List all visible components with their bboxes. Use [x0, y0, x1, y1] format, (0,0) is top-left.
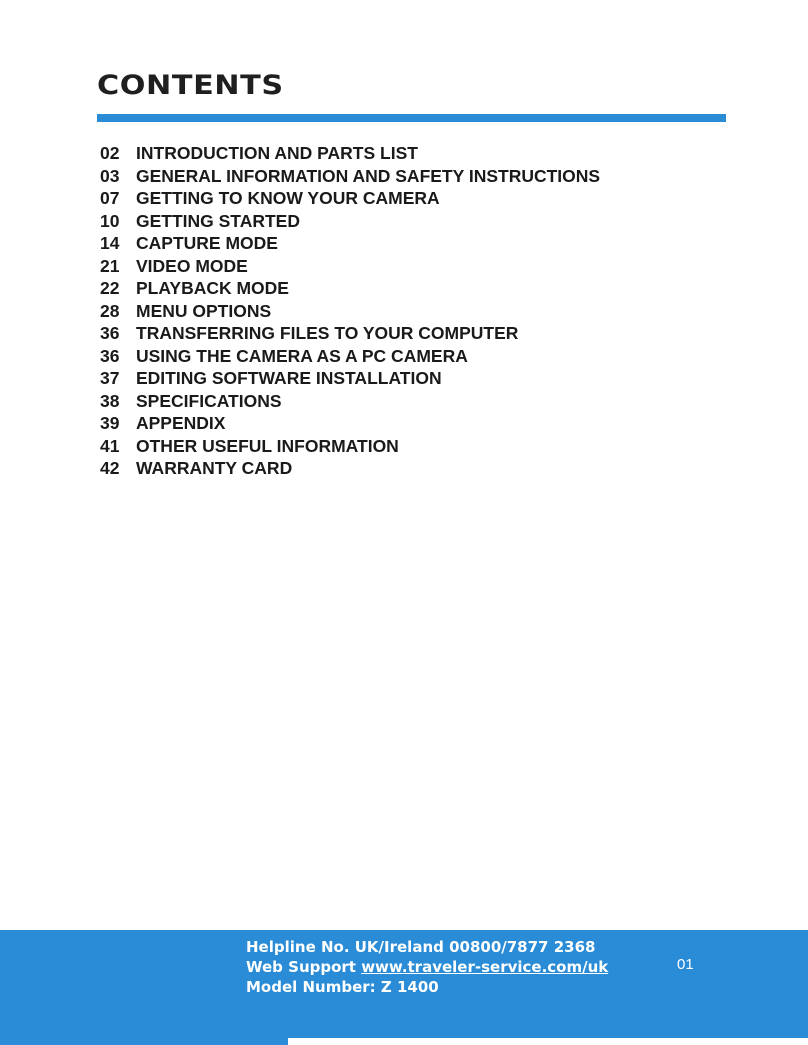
toc-entry [100, 255, 600, 278]
toc-page-number: 37 [100, 368, 120, 388]
toc-entry [100, 345, 600, 368]
toc-entry [100, 187, 600, 210]
toc-entry [100, 232, 600, 255]
toc-title: EDITING SOFTWARE INSTALLATION [136, 368, 442, 388]
toc-title: MENU OPTIONS [136, 300, 272, 321]
toc-page-number: 28 [100, 300, 120, 321]
toc-entry [100, 435, 600, 458]
toc-page-number: 39 [100, 413, 120, 433]
toc-entry [100, 367, 600, 390]
toc-title: WARRANTY CARD [136, 458, 293, 478]
toc-entry [100, 277, 600, 300]
toc-entry [100, 300, 600, 323]
toc-title: APPENDIX [136, 413, 226, 433]
toc-title: SPECIFICATIONS [136, 390, 282, 411]
toc-entry [100, 322, 600, 345]
page-title: CONTENTS [97, 70, 284, 101]
toc-page-number: 36 [100, 323, 120, 343]
toc-title: VIDEO MODE [136, 255, 248, 276]
toc-entry [100, 165, 600, 188]
toc-page-number: 42 [100, 458, 120, 478]
toc-entry [100, 142, 600, 165]
page-number: 01 [677, 956, 694, 973]
toc-entry [100, 210, 600, 233]
toc-page-number: 41 [100, 435, 120, 456]
toc-title: GENERAL INFORMATION AND SAFETY INSTRUCTIONS [136, 165, 601, 186]
toc-title: USING THE CAMERA AS A PC CAMERA [136, 345, 468, 366]
web-support-link[interactable]: www.traveler-service.com/uk [361, 958, 609, 976]
toc-page-number: 22 [100, 278, 120, 298]
toc-page-number: 21 [100, 255, 120, 276]
model-number-text: Model Number: Z 1400 [246, 978, 439, 996]
toc-entry [100, 390, 600, 413]
helpline-text: Helpline No. UK/Ireland 00800/7877 2368 [246, 938, 596, 956]
toc-title: CAPTURE MODE [136, 233, 278, 253]
toc-title: INTRODUCTION AND PARTS LIST [136, 143, 418, 163]
toc-page-number: 38 [100, 390, 120, 411]
web-support-label: Web Support [246, 958, 362, 976]
toc-title: GETTING TO KNOW YOUR CAMERA [136, 188, 440, 208]
title-rule [97, 114, 726, 122]
toc-title: PLAYBACK MODE [136, 278, 289, 298]
toc-page-number: 03 [100, 165, 120, 186]
toc-page-number: 36 [100, 345, 120, 366]
toc-title: GETTING STARTED [136, 210, 300, 231]
toc-page-number: 02 [100, 143, 120, 163]
toc-title: OTHER USEFUL INFORMATION [136, 435, 399, 456]
toc-title: TRANSFERRING FILES TO YOUR COMPUTER [136, 323, 519, 343]
toc-entry [100, 457, 600, 480]
web-support-line [246, 957, 608, 977]
table-of-contents [100, 142, 600, 480]
toc-page-number: 14 [100, 233, 120, 253]
footer-tab [0, 1038, 288, 1045]
toc-entry [100, 412, 600, 435]
footer-info [246, 937, 608, 997]
toc-page-number: 10 [100, 210, 120, 231]
toc-page-number: 07 [100, 188, 120, 208]
